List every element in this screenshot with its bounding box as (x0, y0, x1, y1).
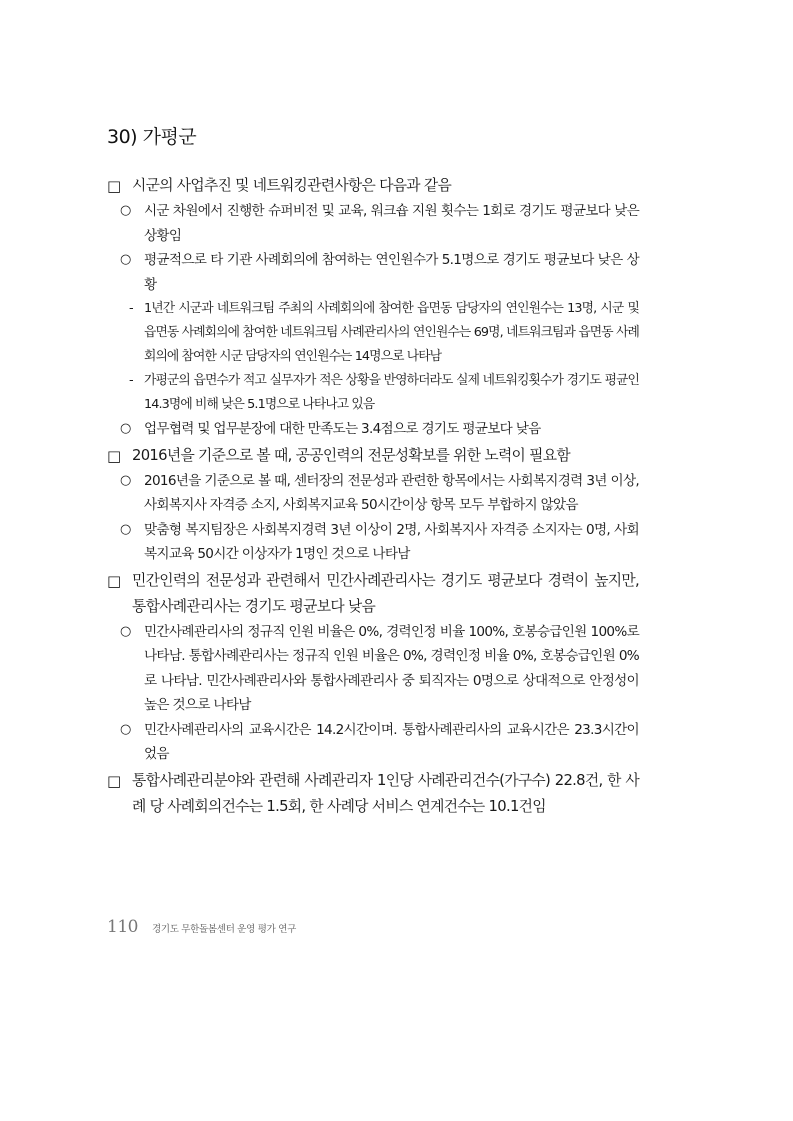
circle-bullet-icon: ○ (120, 421, 131, 436)
item-text: 업무협력 및 업무분장에 대한 만족도는 3.4점으로 경기도 평균보다 낮음 (144, 421, 541, 437)
circle-bullet-icon: ○ (120, 472, 131, 488)
square-bullet-icon: □ (107, 177, 121, 195)
circle-bullet-icon: ○ (120, 252, 131, 267)
heading-item (107, 443, 639, 469)
bullet-item (107, 620, 639, 718)
circle-bullet-icon: ○ (120, 203, 131, 218)
square-bullet-icon: □ (107, 771, 121, 790)
heading-item (107, 568, 639, 620)
page-footer (107, 917, 296, 937)
running-title: 경기도 무한돌봄센터 운영 평가 연구 (151, 924, 296, 935)
square-bullet-icon: □ (107, 446, 121, 465)
item-text: 맞춤형 복지팀장은 사회복지경력 3년 이상이 2명, 사회복지사 자격증 소지자는 0명, 사회복지교육 50시간 이상자가 1명인 것으로 나타남 (144, 521, 639, 562)
dash-bullet-icon: - (129, 301, 133, 316)
heading-item (107, 173, 639, 199)
bullet-item (107, 518, 639, 567)
circle-bullet-icon: ○ (120, 623, 131, 639)
item-text: 시군 차원에서 진행한 슈퍼비전 및 교육, 워크숍 지원 횟수는 1회로 경기도 평균보다 낮은 상황임 (144, 203, 639, 244)
dash-item (107, 297, 639, 369)
item-text: 가평군의 읍면수가 적고 실무자가 적은 상황을 반영하더라도 실제 네트워킹횟수가 경기도 평균인 14.3명에 비해 낮은 5.1명으로 나타나고 있음 (144, 373, 639, 412)
dash-item (107, 369, 639, 417)
item-text: 2016년을 기준으로 볼 때, 공공인력의 전문성확보를 위한 노력이 필요함 (132, 446, 570, 464)
body-content (107, 172, 639, 820)
item-text: 민간사례관리사의 정규직 인원 비율은 0%, 경력인정 비율 100%, 호봉승급인원 100%로 나타남. 통합사례관리사는 정규직 인원 비율은 0%, 경력인정 비율 0%, 호봉승급인원 0%로 나타남. 민간사례관리사와 통합사례관리사 중 퇴직자는 0명으로 상대적으로 안정성이 높은 것으로 나타남 (144, 623, 639, 713)
item-text: 시군의 사업추진 및 네트워킹관련사항은 다음과 같음 (132, 177, 452, 194)
section-title: 30) 가평군 (107, 126, 197, 148)
square-bullet-icon: □ (107, 571, 121, 590)
item-text: 통합사례관리분야와 관련해 사례관리자 1인당 사례관리건수(가구수) 22.8건, 한 사례 당 사례회의건수는 1.5회, 한 사례당 서비스 연계건수는 10.1건임 (132, 771, 639, 815)
bullet-item (107, 248, 639, 297)
bullet-item (107, 417, 639, 442)
bullet-item (107, 469, 639, 518)
bullet-item (107, 718, 639, 767)
circle-bullet-icon: ○ (120, 521, 131, 537)
page-number: 110 (107, 917, 138, 937)
item-text: 2016년을 기준으로 볼 때, 센터장의 전문성과 관련한 항목에서는 사회복지경력 3년 이상, 사회복지사 자격증 소지, 사회복지교육 50시간이상 항목 모두 부합하지 않았음 (144, 472, 639, 513)
item-text: 민간사례관리사의 교육시간은 14.2시간이며. 통합사례관리사의 교육시간은 23.3시간이었음 (144, 721, 639, 762)
heading-item (107, 768, 639, 820)
bullet-item (107, 199, 639, 248)
item-text: 민간인력의 전문성과 관련해서 민간사례관리사는 경기도 평균보다 경력이 높지만, 통합사례관리사는 경기도 평균보다 낮음 (132, 571, 639, 615)
item-text: 평균적으로 타 기관 사례회의에 참여하는 연인원수가 5.1명으로 경기도 평균보다 낮은 상황 (144, 252, 639, 293)
circle-bullet-icon: ○ (120, 721, 131, 737)
item-text: 1년간 시군과 네트워크팀 주최의 사례회의에 참여한 읍면동 담당자의 연인원수는 13명, 시군 및 읍면동 사례회의에 참여한 네트워크팀 사례관리사의 연인원수는 69명, 네트워크팀과 읍면동 사례회의에 참여한 시군 담당자의 연인원수는 14명으로 나타남 (144, 301, 639, 364)
dash-bullet-icon: - (129, 373, 133, 388)
